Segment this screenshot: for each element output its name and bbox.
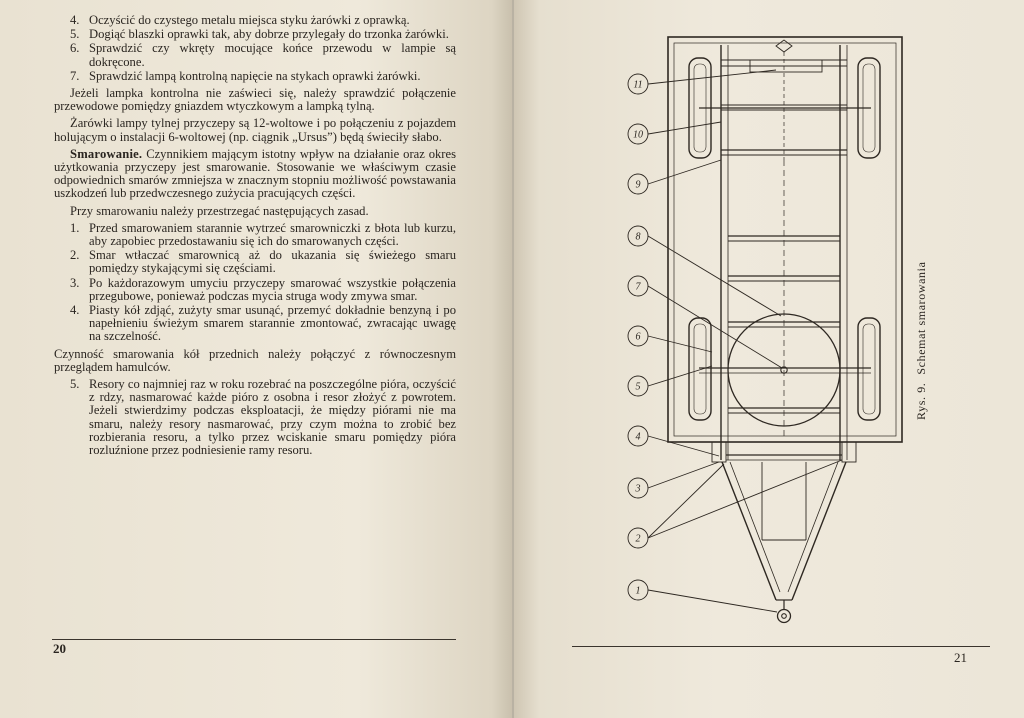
callout-11: 11 [633,79,643,91]
list-item: 6. Sprawdzić czy wkręty mocujące końce przewodu w lampie są dokręcone. [70,41,456,69]
list-item: 4. Oczyścić do czystego metalu miejsca styku żarówki z oprawką. [70,13,410,27]
figure-label: Rys. 9. [914,382,928,420]
right-page [514,0,1024,718]
paragraph: Żarówki lampy tylnej przyczepy są 12-woltowe i po połączeniu z pojazdem holującym o instalacji 6-woltowej (np. ciągnik „Ursus”) będą świeciły słabo. [54,116,456,144]
list-item: 4. Piasty kół zdjąć, zużyty smar usunąć, przemyć dokładnie benzyną i po napełnieniu świeżym smarem starannie zmontować, zwracając uwagę na szczelność. [70,303,456,344]
footer-rule [52,639,456,640]
paragraph-lubrication: Smarowanie. Czynnikiem mającym istotny wpływ na działanie oraz okres użytkowania przyczepy jest smarowanie. Stosowanie we właściwym czasie odpowiednich smarów zmniejsza w znacznym stopniu możliwość powstawania uszkodzeń lub przedwczesnego zużycia pracujących części. [54,146,456,201]
list-a [54,14,456,83]
list-item: 1. Przed smarowaniem starannie wytrzeć smarowniczki z błota lub kurzu, aby zapobiec przedostawaniu się ich do smarowanych części. [70,220,456,249]
page-number-right: 21 [954,650,967,665]
drawbar-right [792,462,846,600]
section-lead: Smarowanie. [70,146,143,161]
callout-3: 3 [635,483,641,495]
callout-6: 6 [635,331,641,343]
list-b [54,222,456,344]
callout-8: 8 [635,231,641,243]
callout-1: 1 [635,585,641,597]
list-item: 7. Sprawdzić lampą kontrolną napięcie na stykach oprawki żarówki. [70,68,421,83]
figure-caption [914,220,930,420]
list-c [54,378,456,457]
body-frame [668,37,902,442]
drawbar-left [722,462,776,600]
list-item: 5. Dogiąć blaszki oprawki tak, aby dobrze przylegały do trzonka żarówki. [70,27,449,42]
page-number-left: 20 [53,641,66,656]
callout-4: 4 [635,431,641,443]
wheel-front-right [858,318,880,420]
footer-rule [572,646,990,647]
lubrication-schematic [514,0,1024,718]
callout-10: 10 [633,129,643,141]
callout-9: 9 [635,179,641,191]
figure-title: Schemat smarowania [914,261,928,375]
wheel-front-left [689,318,711,420]
list-item: 5. Resory co najmniej raz w roku rozebrać na poszczególne pióra, oczyścić z rdzy, nasmarować każde pióro z osobna i resor złożyć z powrotem. Jeżeli stwierdzimy podczas eksploatacji, że między piórami nie ma smaru, należy resory nasmarować, przy czym można to zrobić bez rozbierania resoru, a tylko przez wciskanie smaru pomiędzy pióra rozluźnione przez podniesienie ramy resoru. [70,377,456,458]
callout-5: 5 [635,381,641,393]
left-page-text [54,14,456,461]
paragraph: Jeżeli lampka kontrolna nie zaświeci się, należy sprawdzić połączenie przewodowe pomiędzy gniazdem wtyczkowym a lampką tylną. [54,86,456,114]
paragraph: Czynność smarowania kół przednich należy połączyć z równoczesnym przeglądem hamulców. [54,346,456,374]
list-item: 3. Po każdorazowym umyciu przyczepy smarować wszystkie połączenia przegubowe, ponieważ podczas mycia struga wody zmywa smar. [70,275,456,303]
tow-eye [778,610,791,623]
paragraph: Przy smarowaniu należy przestrzegać następujących zasad. [70,203,369,218]
callout-2: 2 [635,533,641,545]
list-item: 2. Smar wtłaczać smarownicą aż do ukazania się świeżego smaru pomiędzy stykającymi się częściami. [70,248,456,276]
callout-7: 7 [635,281,641,293]
